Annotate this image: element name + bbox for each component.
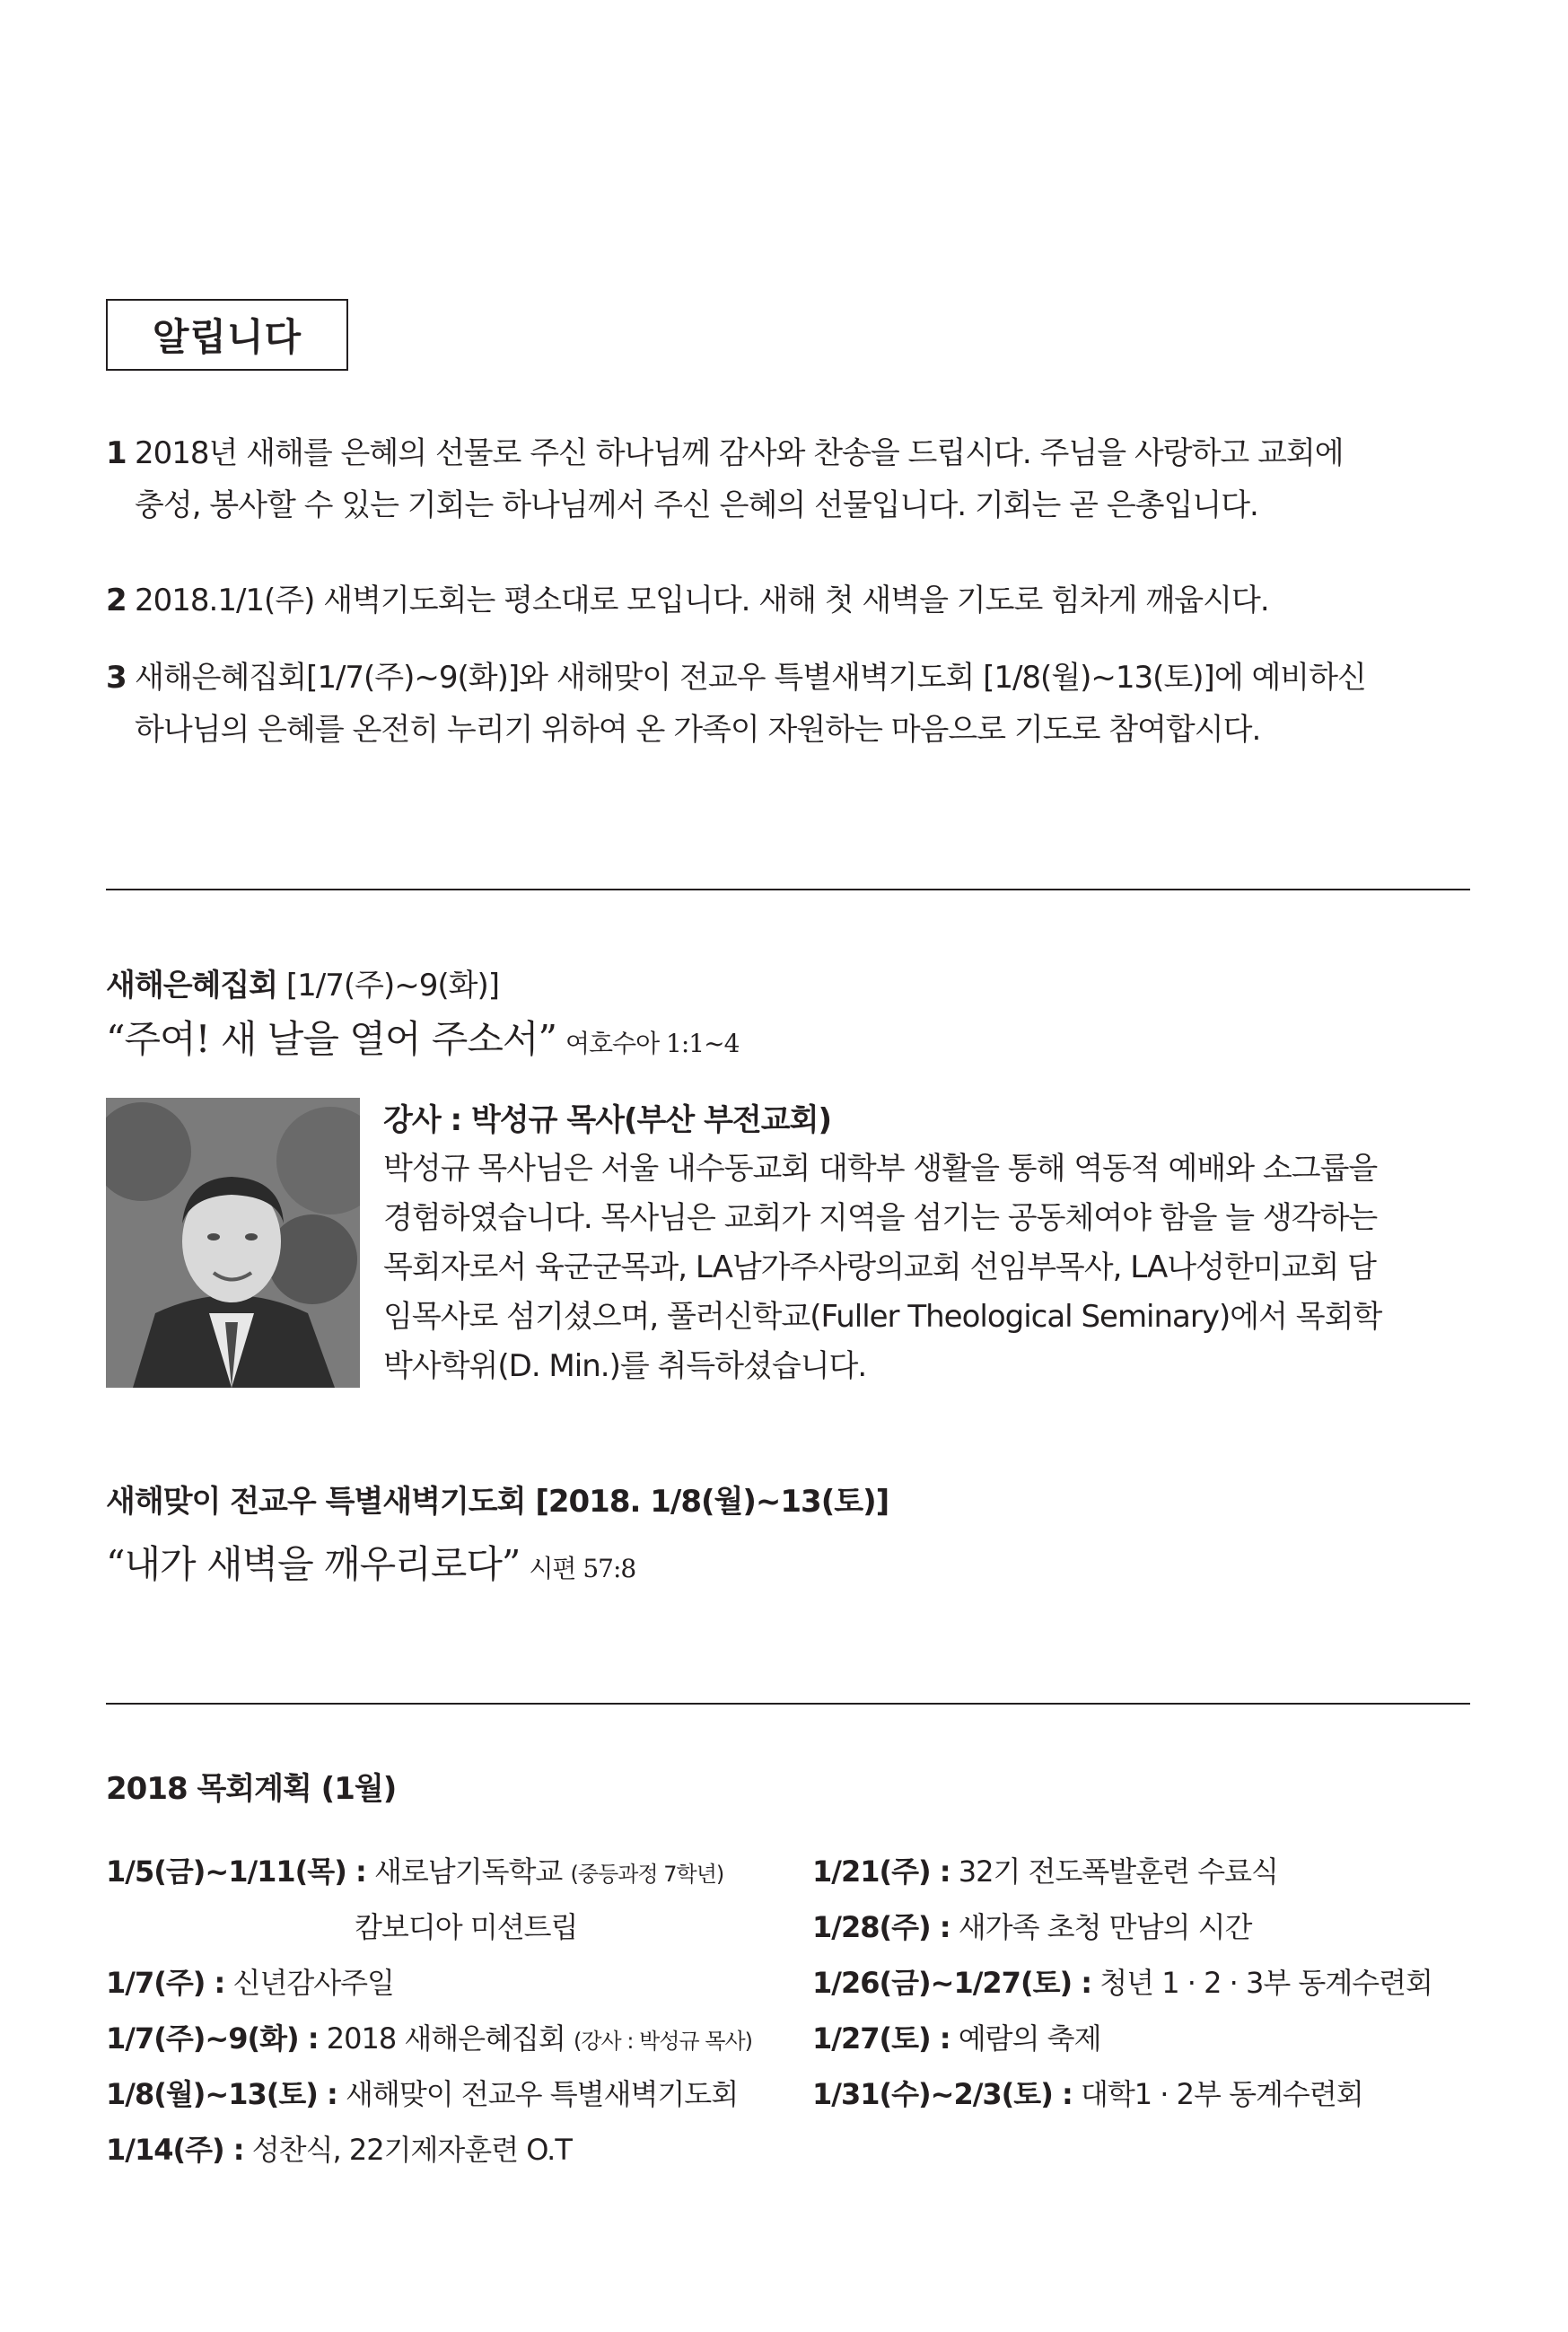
speaker-title: 강사 : 박성규 목사(부산 부전교회): [383, 1102, 831, 1138]
plan-date: 1/7(주)~9(화) :: [106, 2021, 319, 2056]
plan-event: 청년 1 · 2 · 3부 동계수련회: [1091, 1966, 1432, 2000]
bio-line: 경험하였습니다. 목사님은 교회가 지역을 섬기는 공동체여야 함을 늘 생각하는: [383, 1200, 1378, 1236]
plan-date: 1/27(토) :: [812, 2021, 950, 2056]
plan-event: 새로남기독학교: [365, 1854, 571, 1889]
plan-date: 1/5(금)~1/11(목) :: [106, 1854, 366, 1889]
plan-right-row: [812, 1849, 1278, 1890]
plan-event-note: (강사 : 박성규 목사): [574, 2029, 752, 2054]
plan-right-row: [812, 2016, 1101, 2057]
notice-item-line: 새해은혜집회[1/7(주)~9(화)]와 새해맞이 전교우 특별새벽기도회 [1/8(월)~13(토)]에 예비하신: [135, 660, 1366, 696]
bio-line: 박성규 목사님은 서울 내수동교회 대학부 생활을 통해 역동적 예배와 소그룹을: [383, 1151, 1378, 1187]
speaker-photo: [106, 1098, 360, 1388]
plan-left-row: [355, 1905, 577, 1946]
revival-quote-reference: 여호수아 1:1~4: [565, 1029, 740, 1058]
plan-event: 32기 전도폭발훈련 수료식: [950, 1854, 1278, 1889]
plan-event: 예람의 축제: [950, 2021, 1101, 2056]
plan-left-row: [106, 2127, 572, 2169]
plan-date: 1/21(주) :: [812, 1854, 950, 1889]
divider: [106, 889, 1470, 890]
bio-line: 임목사로 섬기셨으며, 풀러신학교(Fuller Theological Seminary)에서 목회학: [383, 1299, 1382, 1335]
plan-event: 캄보디아 미션트립: [355, 1910, 578, 1944]
revival-quote: [106, 1010, 739, 1064]
plan-event: 새가족 초청 만남의 시간: [950, 1910, 1252, 1944]
notice-item-number: 2: [106, 583, 127, 618]
revival-title-date: [1/7(주)~9(화)]: [277, 968, 500, 1004]
plan-left-row: [106, 1960, 394, 2002]
plan-title: 2018 목회계획 (1월): [106, 1771, 397, 1807]
notice-item-line: 하나님의 은혜를 온전히 누리기 위하여 온 가족이 자원하는 마음으로 기도로 참여합시다.: [135, 712, 1261, 748]
notice-item-2: [106, 574, 1479, 627]
speaker-bio: [383, 1144, 1478, 1391]
plan-date: 1/28(주) :: [812, 1910, 950, 1944]
bio-line: 박사학위(D. Min.)를 취득하셨습니다.: [383, 1348, 867, 1384]
plan-date: 1/8(월)~13(토) :: [106, 2077, 337, 2111]
plan-date: 1/26(금)~1/27(토) :: [812, 1966, 1092, 2000]
plan-date: 1/14(주) :: [106, 2133, 244, 2167]
notice-item-1: [106, 427, 1479, 531]
notice-title: 알립니다: [152, 315, 302, 359]
plan-date: 1/7(주) :: [106, 1966, 225, 2000]
dawn-quote: [106, 1535, 635, 1589]
notice-item-line: 2018.1/1(주) 새벽기도회는 평소대로 모입니다. 새해 첫 새벽을 기도로 힘차게 깨웁시다.: [135, 583, 1269, 618]
plan-right-row: [812, 1905, 1251, 1946]
notice-item-number: 1: [106, 435, 127, 471]
dawn-section-title: 새해맞이 전교우 특별새벽기도회 [2018. 1/8(월)~13(토)]: [106, 1484, 889, 1520]
plan-left-row: [106, 2072, 738, 2113]
plan-event: 신년감사주일: [224, 1966, 394, 2000]
plan-event-note: (중등과정 7학년): [570, 1862, 724, 1887]
dawn-quote-text: “내가 새벽을 깨우리로다”: [106, 1542, 521, 1586]
notice-title-box: [106, 299, 348, 371]
plan-event: 새해맞이 전교우 특별새벽기도회: [337, 2077, 739, 2111]
speaker-portrait-image: [106, 1098, 360, 1388]
dawn-quote-reference: 시편 57:8: [529, 1554, 636, 1583]
plan-event: 대학1 · 2부 동계수련회: [1072, 2077, 1363, 2111]
plan-left-row: [106, 2016, 752, 2057]
notice-item-line: 충성, 봉사할 수 있는 기회는 하나님께서 주신 은혜의 선물입니다. 기회는 곧 은총입니다.: [135, 487, 1258, 523]
divider: [106, 1703, 1470, 1705]
revival-title-bold: 새해은혜집회: [106, 968, 278, 1004]
plan-right-row: [812, 2072, 1363, 2113]
plan-event: 성찬식, 22기제자훈련 O.T: [243, 2133, 572, 2167]
plan-event: 2018 새해은혜집회: [318, 2021, 574, 2056]
notice-item-3: [106, 652, 1479, 756]
revival-section-title: [106, 960, 499, 1004]
plan-right-row: [812, 1960, 1432, 2002]
notice-item-number: 3: [106, 660, 127, 696]
plan-left-row: [106, 1849, 723, 1890]
bio-line: 목회자로서 육군군목과, LA남가주사랑의교회 선임부목사, LA나성한미교회 담: [383, 1249, 1376, 1285]
notice-item-line: 2018년 새해를 은혜의 선물로 주신 하나님께 감사와 찬송을 드립시다. 주님을 사랑하고 교회에: [135, 435, 1344, 471]
plan-date: 1/31(수)~2/3(토) :: [812, 2077, 1073, 2111]
revival-quote-text: “주여! 새 날을 열어 주소서”: [106, 1017, 556, 1061]
